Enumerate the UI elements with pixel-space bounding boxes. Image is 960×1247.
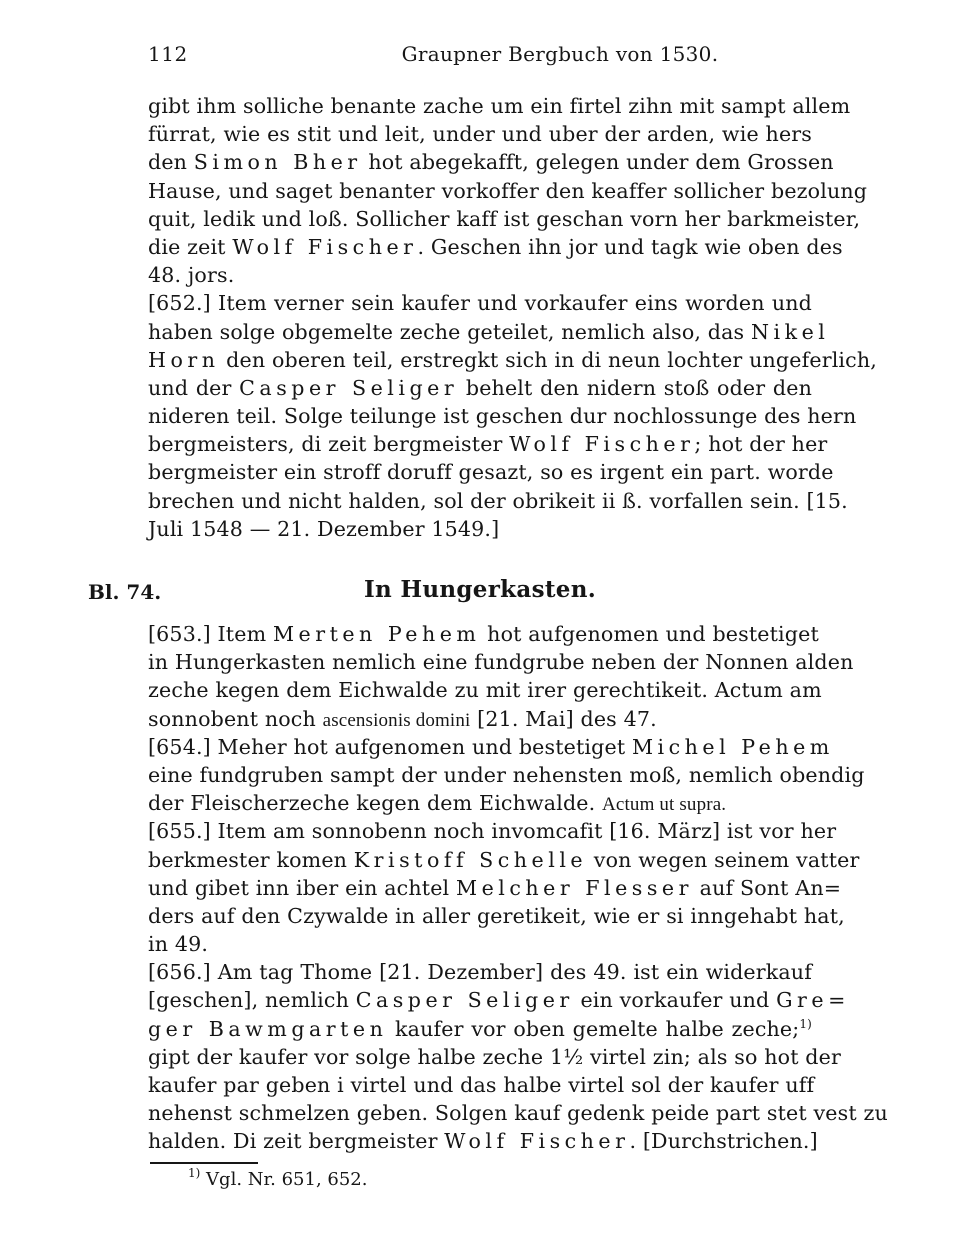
person-name: Wolf Fischer <box>232 234 418 259</box>
text-run: auf Sont An= <box>692 875 842 900</box>
text-line <box>148 1099 888 1127</box>
text-run: in 49. <box>148 932 209 957</box>
text-run: gipt der kaufer vor solge halbe zeche <box>148 1044 550 1069</box>
text-run: quit, ledik und loß. Sollicher kaff ist geschan vorn her barkmeister, <box>148 206 861 231</box>
text-run: brechen und nicht halden, sol der obrikeit ii ß. vorfallen sein. [15. <box>148 488 848 513</box>
text-run: [652.] Item verner sein kaufer und vorkaufer eins worden und <box>148 291 812 316</box>
person-name: Horn <box>148 347 220 372</box>
text-line <box>148 1015 812 1043</box>
fraction: 1½ <box>549 1044 584 1069</box>
text-line <box>148 515 812 543</box>
page-number: 112 <box>148 42 188 66</box>
text-line <box>148 487 848 515</box>
footnote-text: Vgl. Nr. 651, 652. <box>200 1169 368 1190</box>
text-line <box>148 930 812 958</box>
person-name: Merten Pehem <box>272 622 481 646</box>
text-line <box>148 374 812 402</box>
text-line <box>148 148 834 176</box>
text-run: virtel zin; als so hot der <box>583 1044 841 1069</box>
text-run: ; hot der her <box>694 432 828 457</box>
text-line <box>148 846 860 874</box>
text-line <box>148 346 877 374</box>
text-line <box>148 261 812 289</box>
person-name: Wolf Fischer <box>444 1129 630 1154</box>
text-line <box>148 318 830 346</box>
page-header <box>148 42 812 72</box>
text-line <box>148 1071 815 1099</box>
person-name: Michel Pehem <box>631 734 834 759</box>
text-run: 48. jors. <box>148 263 235 288</box>
text-line <box>148 120 812 148</box>
text-run: [653.] Item <box>148 622 273 646</box>
paragraph-block-2 <box>148 620 888 1156</box>
text-run: hot abegekafft, gelegen under dem Grossen <box>361 150 834 175</box>
text-run: [21. Mai] des 47. <box>470 706 657 731</box>
text-run: nideren teil. Solge teilunge ist geschen dur nochlossunge des hern <box>148 404 857 429</box>
text-run: den oberen teil, erstregkt sich in di neun lochter ungeferlich, <box>219 347 877 372</box>
text-line <box>148 458 834 486</box>
margin-folio-note: Bl. 74. <box>88 580 162 604</box>
text-line <box>148 817 837 845</box>
footnote <box>188 1168 367 1192</box>
text-run: halden. Di zeit bergmeister <box>148 1129 445 1154</box>
footnote-reference: 1) <box>799 1016 812 1031</box>
text-run: zeche kegen dem Eichwalde zu mit irer gerechtikeit. Actum am <box>148 678 822 703</box>
text-run: bergmeister ein stroff doruff gesazt, so es irgent ein part. worde <box>148 460 834 485</box>
text-run: der Fleischerzeche kegen dem Eichwalde. <box>148 791 603 816</box>
text-run: ders auf den Czywalde in aller geretikeit, wie er si inngehabt hat, <box>148 903 845 928</box>
text-run: . Geschen ihn jor und tagk wie oben des <box>417 234 843 259</box>
text-line <box>148 958 812 986</box>
text-run: kaufer vor oben gemelte halbe zeche; <box>387 1016 800 1041</box>
text-line <box>148 289 812 317</box>
text-run: haben solge obgemelte zeche geteilet, nemlich also, das <box>148 319 751 344</box>
text-run: nehenst schmelzen geben. Solgen kauf gedenk peide part stet vest zu <box>148 1101 888 1126</box>
text-run: die zeit <box>148 234 233 259</box>
person-name: Simon Bher <box>193 150 362 175</box>
text-line <box>148 620 819 648</box>
text-line <box>148 986 850 1014</box>
text-line <box>148 1043 841 1071</box>
text-run: sonnobent noch <box>148 706 323 731</box>
text-run: fürrat, wie es stit und leit, under und uber der arden, wie hers <box>148 122 812 147</box>
text-run: kaufer par geben i virtel und das halbe virtel sol der kaufer uff <box>148 1073 815 1097</box>
text-run: [654.] Meher hot aufgenomen und bestetiget <box>148 734 632 759</box>
text-line <box>148 676 822 704</box>
text-line <box>148 761 865 789</box>
text-run: berkmester komen <box>148 847 354 872</box>
text-run: den <box>148 150 194 175</box>
person-name: Gre= <box>776 988 850 1013</box>
text-run: Juli 1548 — 21. Dezember 1549.] <box>148 516 500 541</box>
person-name: Melcher Flesser <box>455 875 693 900</box>
text-run: und gibet inn iber ein achtel <box>148 875 456 900</box>
running-title: Graupner Bergbuch von 1530. <box>401 42 719 66</box>
text-run: Hause, und saget benanter vorkoffer den keaffer sollicher bezolung <box>148 178 868 203</box>
text-run: eine fundgruben sampt der under nehensten moß, nemlich obendig <box>148 762 865 787</box>
text-line <box>148 92 851 120</box>
text-run: hot aufgenomen und bestetiget <box>480 622 819 646</box>
text-line <box>148 874 842 902</box>
text-run: behelt den nidern stoß oder den <box>458 375 813 400</box>
text-run: in Hungerkasten nemlich eine fundgrube neben der Nonnen alden <box>148 650 854 675</box>
footnote-divider <box>150 1162 258 1164</box>
text-line <box>148 789 812 817</box>
text-line <box>148 648 854 676</box>
text-run: [geschen], nemlich <box>148 988 356 1013</box>
text-line <box>148 177 868 205</box>
person-name: ger Bawmgarten <box>148 1016 388 1041</box>
text-line <box>148 233 843 261</box>
latin-phrase: Actum ut supra. <box>602 794 727 816</box>
text-run: ein vorkaufer und <box>573 988 777 1013</box>
person-name: Kristoff Schelle <box>353 847 588 872</box>
text-run: bergmeisters, di zeit bergmeister <box>148 432 510 457</box>
text-run: und der <box>148 375 240 400</box>
text-line <box>148 902 845 930</box>
paragraph-block-1 <box>148 92 877 543</box>
text-line <box>148 402 857 430</box>
latin-phrase: ascensionis domini <box>322 709 471 731</box>
footnote-marker: 1) <box>188 1166 201 1180</box>
section-heading: In Hungerkasten. <box>363 576 597 603</box>
text-run: von wegen seinem vatter <box>587 847 860 872</box>
text-line <box>148 1127 818 1155</box>
text-line <box>148 205 861 233</box>
text-line <box>148 733 834 761</box>
text-run: [655.] Item am sonnobenn noch invomcafit [16. März] ist vor her <box>148 819 837 844</box>
person-name: Casper Seliger <box>355 988 574 1013</box>
text-line <box>148 430 828 458</box>
text-run: gibt ihm solliche benante zache um ein firtel zihn mit sampt allem <box>148 94 851 118</box>
person-name: Wolf Fischer <box>509 432 695 457</box>
person-name: Casper Seliger <box>239 375 459 400</box>
text-run: . [Durchstrichen.] <box>629 1129 818 1154</box>
text-line <box>148 705 812 733</box>
text-run: [656.] Am tag Thome [21. Dezember] des 49. ist ein widerkauf <box>148 960 812 985</box>
person-name: Nikel <box>750 319 830 344</box>
